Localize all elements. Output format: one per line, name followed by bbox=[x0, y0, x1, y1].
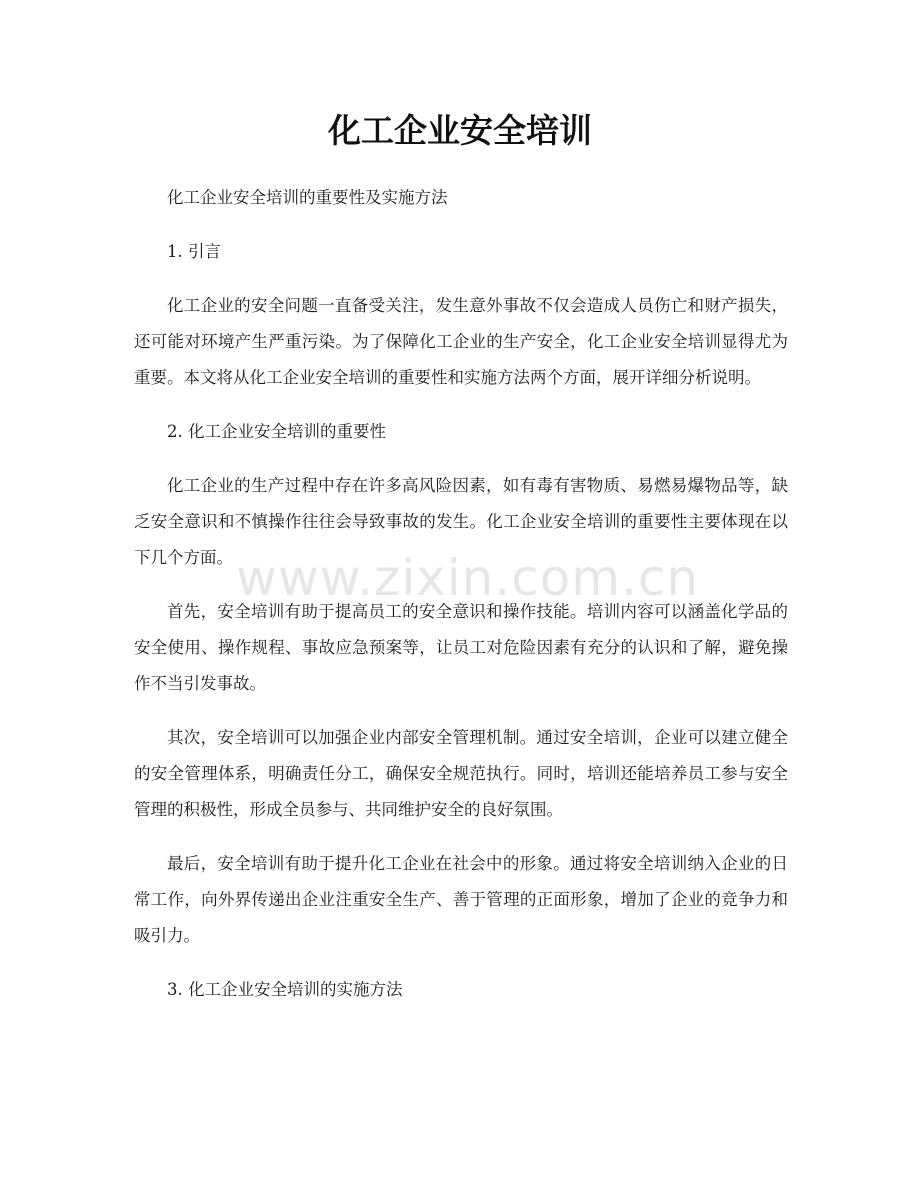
third-point-paragraph: 最后，安全培训有助于提升化工企业在社会中的形象。通过将安全培训纳入企业的日常工作，向外界传递出企业注重安全生产、善于管理的正面形象，增加了企业的竞争力和吸引力。 bbox=[134, 854, 788, 945]
second-point-paragraph: 其次，安全培训可以加强企业内部安全管理机制。通过安全培训，企业可以建立健全的安全管理体系，明确责任分工，确保安全规范执行。同时，培训还能培养员工参与安全管理的积极性，形成全员参与、共同维护安全的良好氛围。 bbox=[134, 728, 788, 819]
document-title: 化工企业安全培训 bbox=[328, 111, 592, 150]
subtitle-paragraph: 化工企业安全培训的重要性及实施方法 bbox=[167, 188, 448, 207]
document-body bbox=[134, 180, 788, 1026]
introduction-paragraph: 化工企业的安全问题一直备受关注，发生意外事故不仅会造成人员伤亡和财产损失，还可能对环境产生严重污染。为了保障化工企业的生产安全，化工企业安全培训显得尤为重要。本文将从化工企业安全培训的重要性和实施方法两个方面，展开详细分析说明。 bbox=[134, 296, 788, 387]
importance-paragraph: 化工企业的生产过程中存在许多高风险因素，如有毒有害物质、易燃易爆物品等，缺乏安全意识和不慎操作往往会导致事故的发生。化工企业安全培训的重要性主要体现在以下几个方面。 bbox=[134, 476, 788, 567]
section-heading-importance: 2. 化工企业安全培训的重要性 bbox=[167, 422, 386, 441]
watermark: www.zixin.com.cn bbox=[236, 549, 700, 607]
first-point-paragraph: 首先，安全培训有助于提高员工的安全意识和操作技能。培训内容可以涵盖化学品的安全使用、操作规程、事故应急预案等，让员工对危险因素有充分的认识和了解，避免操作不当引发事故。 bbox=[134, 602, 788, 693]
section-heading-methods: 3. 化工企业安全培训的实施方法 bbox=[167, 980, 403, 999]
section-heading-introduction: 1. 引言 bbox=[167, 242, 221, 261]
